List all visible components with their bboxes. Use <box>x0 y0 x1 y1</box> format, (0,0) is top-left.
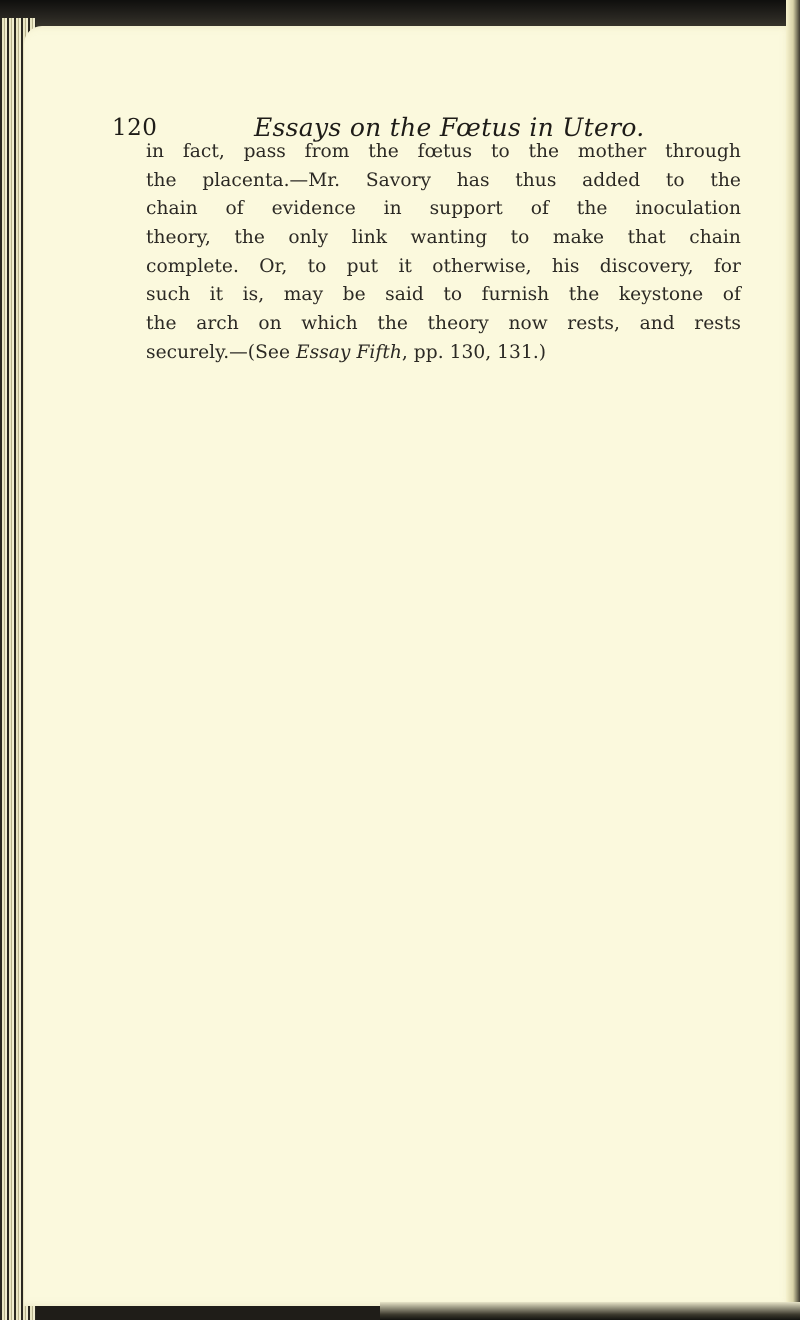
word: said <box>385 284 424 306</box>
book-bottom-edge <box>380 1302 800 1320</box>
word: wanting <box>410 227 488 249</box>
word: the <box>234 227 265 249</box>
word: inoculation <box>635 198 741 220</box>
word: it <box>209 284 224 306</box>
word: to <box>443 284 463 306</box>
word: for <box>713 255 741 277</box>
word: only <box>288 227 329 249</box>
word: link <box>351 227 388 249</box>
word: complete. <box>146 255 239 277</box>
page-number: 120 <box>112 115 158 141</box>
word: mother <box>577 141 647 162</box>
text-line <box>146 195 741 224</box>
word: put <box>346 255 379 277</box>
word: which <box>301 313 358 335</box>
word: to <box>307 255 327 277</box>
word: arch <box>196 313 239 335</box>
word: placenta.—Mr. <box>202 169 341 191</box>
word: rests <box>694 313 741 335</box>
word: the <box>710 169 741 191</box>
word: now <box>508 313 548 335</box>
word: and <box>639 313 675 335</box>
word: such <box>146 284 191 306</box>
word: his <box>551 255 580 277</box>
word: it <box>398 255 412 277</box>
word: Savory <box>365 169 432 191</box>
text-line <box>146 281 741 310</box>
text-line <box>146 167 741 196</box>
word: chain <box>146 198 198 220</box>
word: thus <box>515 169 557 191</box>
word: Or, <box>259 255 288 277</box>
text-line <box>146 253 741 282</box>
word: the <box>146 313 177 335</box>
word: added <box>582 169 641 191</box>
running-title: Essays on the Fœtus in Utero. <box>254 113 645 142</box>
word: fact, <box>182 141 225 162</box>
word: evidence <box>271 198 356 220</box>
text-line <box>146 310 741 339</box>
citation-suffix: , pp. 130, 131.) <box>401 341 547 363</box>
word: of <box>225 198 244 220</box>
word: the <box>146 169 177 191</box>
word: rests, <box>567 313 620 335</box>
citation-prefix: securely.—(See <box>146 341 296 363</box>
word: of <box>722 284 741 306</box>
word: of <box>530 198 549 220</box>
word: the <box>368 141 399 162</box>
word: the <box>377 313 408 335</box>
word: theory <box>427 313 489 335</box>
word: the <box>528 141 560 162</box>
word: that <box>627 227 666 249</box>
word: pass <box>243 141 286 162</box>
citation-title: Essay Fifth <box>295 341 402 363</box>
body-text <box>146 138 741 368</box>
word: to <box>490 141 510 162</box>
word: be <box>342 284 366 306</box>
word: to <box>510 227 530 249</box>
word: otherwise, <box>432 255 532 277</box>
word: chain <box>689 227 741 249</box>
word: to <box>665 169 685 191</box>
page-right-edge <box>786 0 800 1320</box>
word: in <box>383 198 402 220</box>
text-line-final <box>146 339 741 368</box>
word: the <box>568 284 600 306</box>
word: in <box>146 141 165 162</box>
word: keystone <box>618 284 704 306</box>
word: discovery, <box>599 255 694 277</box>
text-line <box>146 224 741 253</box>
word: the <box>576 198 608 220</box>
word: support <box>429 198 503 220</box>
word: is, <box>242 284 265 306</box>
word: theory, <box>146 227 211 249</box>
word: through <box>665 141 741 162</box>
word: has <box>456 169 490 191</box>
word: from <box>304 141 350 162</box>
word: make <box>552 227 605 249</box>
word: may <box>283 284 324 306</box>
word: on <box>258 313 282 335</box>
word: fœtus <box>417 141 473 162</box>
text-line <box>146 138 741 167</box>
word: furnish <box>481 284 550 306</box>
